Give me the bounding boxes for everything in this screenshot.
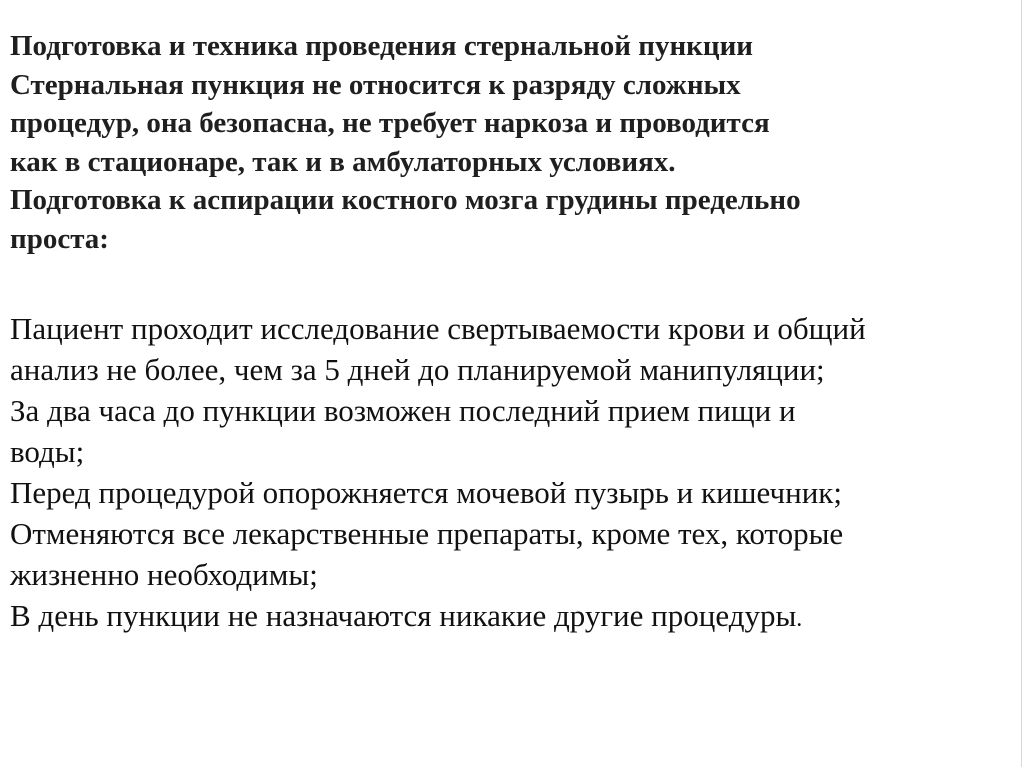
- title-line: Подготовка и техника проведения стернальной пункции: [10, 30, 753, 62]
- final-period: .: [796, 606, 803, 632]
- preparation-steps-block: [10, 308, 1000, 640]
- intro-text-block: [10, 27, 1000, 258]
- intro-line: Стернальная пункция не относится к разряду сложных: [10, 68, 741, 101]
- intro-line: Подготовка к аспирации костного мозга грудины предельно: [10, 184, 801, 216]
- step-line: воды;: [10, 434, 85, 469]
- step-line: жизненно необходимы;: [10, 557, 318, 592]
- step-line: анализ не более, чем за 5 дней до планируемой манипуляции;: [10, 352, 825, 387]
- step-text: В день пункции не назначаются никакие другие процедуры: [10, 598, 797, 633]
- step-line: Отменяются все лекарственные препараты, кроме тех, которые: [10, 516, 844, 551]
- slide-content: [10, 27, 1000, 640]
- step-line: За два часа до пункции возможен последний прием пищи и: [10, 393, 796, 428]
- intro-line: процедур, она безопасна, не требует наркоза и проводится: [10, 107, 770, 139]
- step-line: Перед процедурой опорожняется мочевой пузырь и кишечник;: [10, 475, 842, 510]
- step-line: [10, 595, 1000, 640]
- intro-line: проста:: [10, 222, 109, 255]
- step-line: Пациент проходит исследование свертываемости крови и общий: [10, 311, 866, 346]
- slide-border: [1021, 0, 1022, 767]
- paragraph-gap: [10, 258, 1000, 308]
- intro-line: как в стационаре, так и в амбулаторных условиях.: [10, 145, 676, 178]
